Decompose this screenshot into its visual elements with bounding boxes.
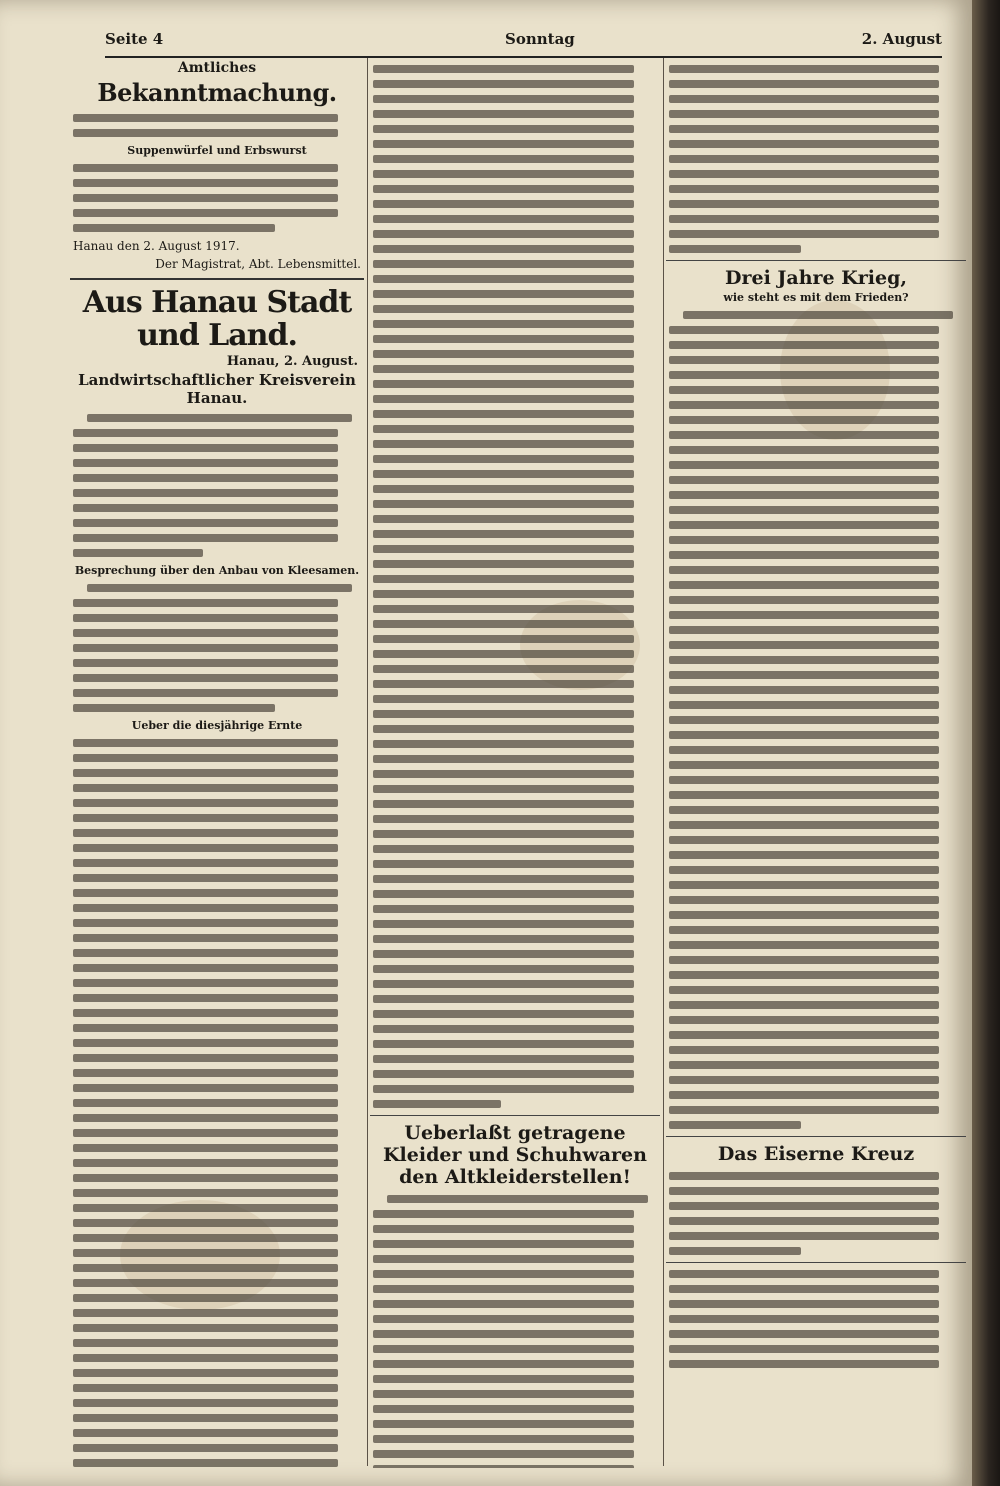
page-number: Seite 4 [105,30,164,48]
war-article-subtitle: wie steht es mit dem Frieden? [723,291,909,304]
iron-cross-title: Das Eiserne Kreuz [717,1143,915,1165]
article-title: Landwirtschaftlicher Kreisverein Hanau. [78,371,356,407]
column-2 [370,58,660,1468]
binding-edge [972,0,1000,1486]
clothing-appeal-title: Ueberlaßt getragene Kleider und Schuhwaren den Altkleiderstellen! [383,1122,647,1188]
notice-body [73,114,361,137]
dateline: Hanau, 2. August. [226,354,358,369]
notice-date: Hanau den 2. August 1917. [73,239,240,253]
war-article-title: Drei Jahre Krieg, [725,267,907,289]
subheading-2: Ueber die diesjährige Ernte [131,719,303,732]
notice-title: Bekanntmachung. [97,78,337,107]
notice-items: Suppenwürfel und Erbswurst [127,144,307,157]
paper-name: Sonntag [505,30,575,48]
column-1 [70,58,364,1468]
article-body [73,414,361,557]
article-continued [373,65,657,1108]
column-3 [666,58,966,1468]
page-masthead [105,28,942,58]
notice-signature: Der Magistrat, Abt. Lebensmittel. [155,257,361,271]
section-title: Aus Hanau Stadt und Land. [82,285,352,353]
section-official: Amtliches [177,60,257,76]
page-date: 2. August [861,30,942,48]
subheading-1: Besprechung über den Anbau von Kleesamen. [74,564,360,577]
